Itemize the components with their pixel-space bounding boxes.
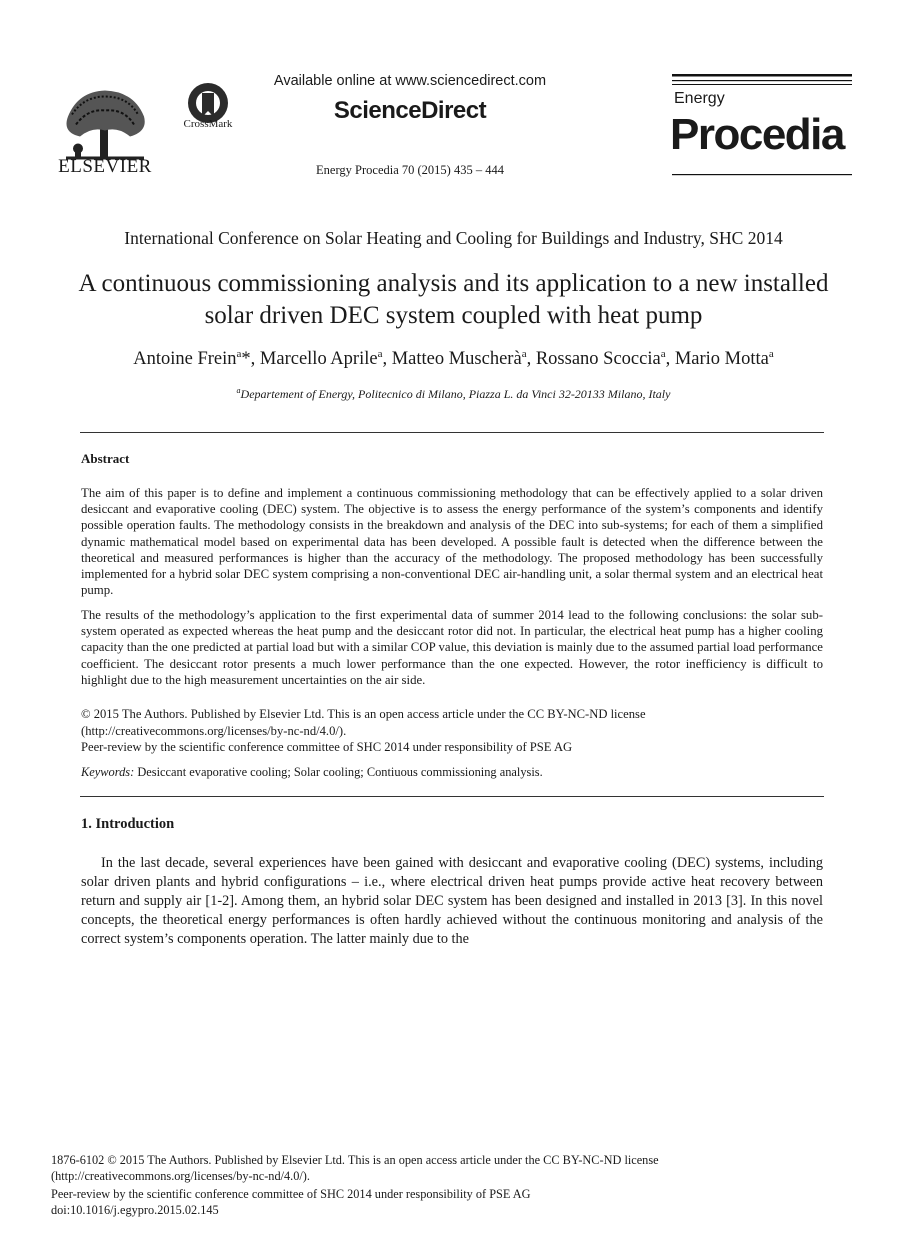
divider-bottom <box>80 796 824 797</box>
author-separator: , <box>526 349 536 370</box>
abstract-paragraph-1: The aim of this paper is to define and implement a continuous commissioning methodology that can be effectively applied to a solar driven desiccant and evaporative cooling (DEC) system. The objective is to assess the energy performance of the system’s components and identify possible operation faults. The methodology consists in the breakdown and analysis of the DEC into sub-systems; for each of them a simplified dynamic mathematical model based on experimental data has been developed. A possible fault is detected when the difference between the theoretical and measured performances is higher than the accuracy of the methodology. The proposed methodology has been successfully implemented for a hybrid solar DEC system comprising a non-conventional DEC air-handling unit, a solar thermal system and an electrical heat pump. <box>81 486 823 598</box>
license-link[interactable]: (http://creativecommons.org/licenses/by-nc-nd/4.0/). <box>81 723 347 738</box>
introduction-heading: 1. Introduction <box>81 816 175 832</box>
copyright-notice <box>81 706 823 739</box>
author-name: Marcello Aprile <box>259 349 378 370</box>
copyright-text: © 2015 The Authors. Published by Elsevier Ltd. This is an open access article under the CC BY-NC-ND license <box>81 707 646 721</box>
author-name: Antoine Frein <box>133 349 237 370</box>
available-online-text: Available online at www.sciencedirect.com <box>273 73 547 89</box>
sciencedirect-wordmark: ScienceDirect <box>333 97 487 124</box>
journal-reference: Energy Procedia 70 (2015) 435 – 444 <box>316 163 504 177</box>
journal-logo-energy: Energy <box>674 90 725 107</box>
peer-review-note: Peer-review by the scientific conference committee of SHC 2014 under responsibility of PSE AG <box>81 740 573 754</box>
divider-top <box>80 432 824 433</box>
author-affil-sup: a <box>768 348 774 360</box>
abstract-heading: Abstract <box>81 451 130 466</box>
author-separator: *, <box>241 349 260 370</box>
affiliation <box>40 386 867 402</box>
footer-license-text: 1876-6102 © 2015 The Authors. Published by Elsevier Ltd. This is an open access article under the CC BY-NC-ND license <box>51 1153 659 1167</box>
journal-logo-procedia: Procedia <box>670 110 844 159</box>
footer-license-link[interactable]: (http://creativecommons.org/licenses/by-nc-nd/4.0/). <box>51 1169 310 1183</box>
author-affil-sup: a <box>660 348 666 360</box>
author-affil-sup: a <box>377 348 383 360</box>
footer-license <box>51 1152 831 1184</box>
keywords <box>81 765 543 780</box>
abstract-paragraph-2: The results of the methodology’s application to the first experimental data of summer 2014 lead to the following conclusions: the solar sub-system operated as expected whereas the heat pump and the desiccant rotor did not. In particular, the electrical heat pump has a higher cooling capacity than the one predicted at partial load but with a similar COP value, this deviation is mainly due to the assumed partial load performance coefficient. The desiccant rotor presents a much lower performance than the one expected. However, the rotor inefficiency is difficult to highlight due to the high measurement uncertainties on the air side. <box>81 608 823 687</box>
affiliation-text: Departement of Energy, Politecnico di Milano, Piazza L. da Vinci 32-20133 Milano, Italy <box>240 387 671 401</box>
author-list <box>40 348 867 370</box>
author-separator: , <box>665 349 675 370</box>
keywords-text: Desiccant evaporative cooling; Solar cooling; Contiuous commissioning analysis. <box>134 765 543 779</box>
author-affil-sup: a <box>236 348 242 360</box>
introduction-paragraph: In the last decade, several experiences have been gained with desiccant and evaporative cooling (DEC) systems, including solar driven plants and hybrid configurations – i.e., where electrical driven heat pumps provide active heat recovery between return and supply air [1-2]. Among them, an hybrid solar DEC system has been designed and installed in 2013 [3]. In this novel concepts, the theoretical energy performances is often hardly achieved without the continuous monitoring and analysis of the correct system’s components operation. The latter mainly due to the <box>81 855 823 947</box>
paper-title: A continuous commissioning analysis and its application to a new installed solar driven DEC system coupled with heat pump <box>78 270 829 329</box>
footer-doi[interactable]: doi:10.1016/j.egypro.2015.02.145 <box>51 1203 219 1217</box>
keywords-label: Keywords: <box>81 765 135 779</box>
conference-name: International Conference on Solar Heating and Cooling for Buildings and Industry, SHC 2014 <box>124 228 783 248</box>
crossmark-label: CrossMark <box>183 118 233 130</box>
author-separator: , <box>382 349 392 370</box>
author-affil-sup: a <box>521 348 527 360</box>
affiliation-sup: a <box>236 386 241 395</box>
author-name: Rossano Scoccia <box>535 349 661 370</box>
author-name: Mario Motta <box>674 349 769 370</box>
author-name: Matteo Muscherà <box>391 349 522 370</box>
publisher-name: ELSEVIER <box>58 156 152 177</box>
footer-peer-review: Peer-review by the scientific conference committee of SHC 2014 under responsibility of PSE AG <box>51 1187 531 1201</box>
